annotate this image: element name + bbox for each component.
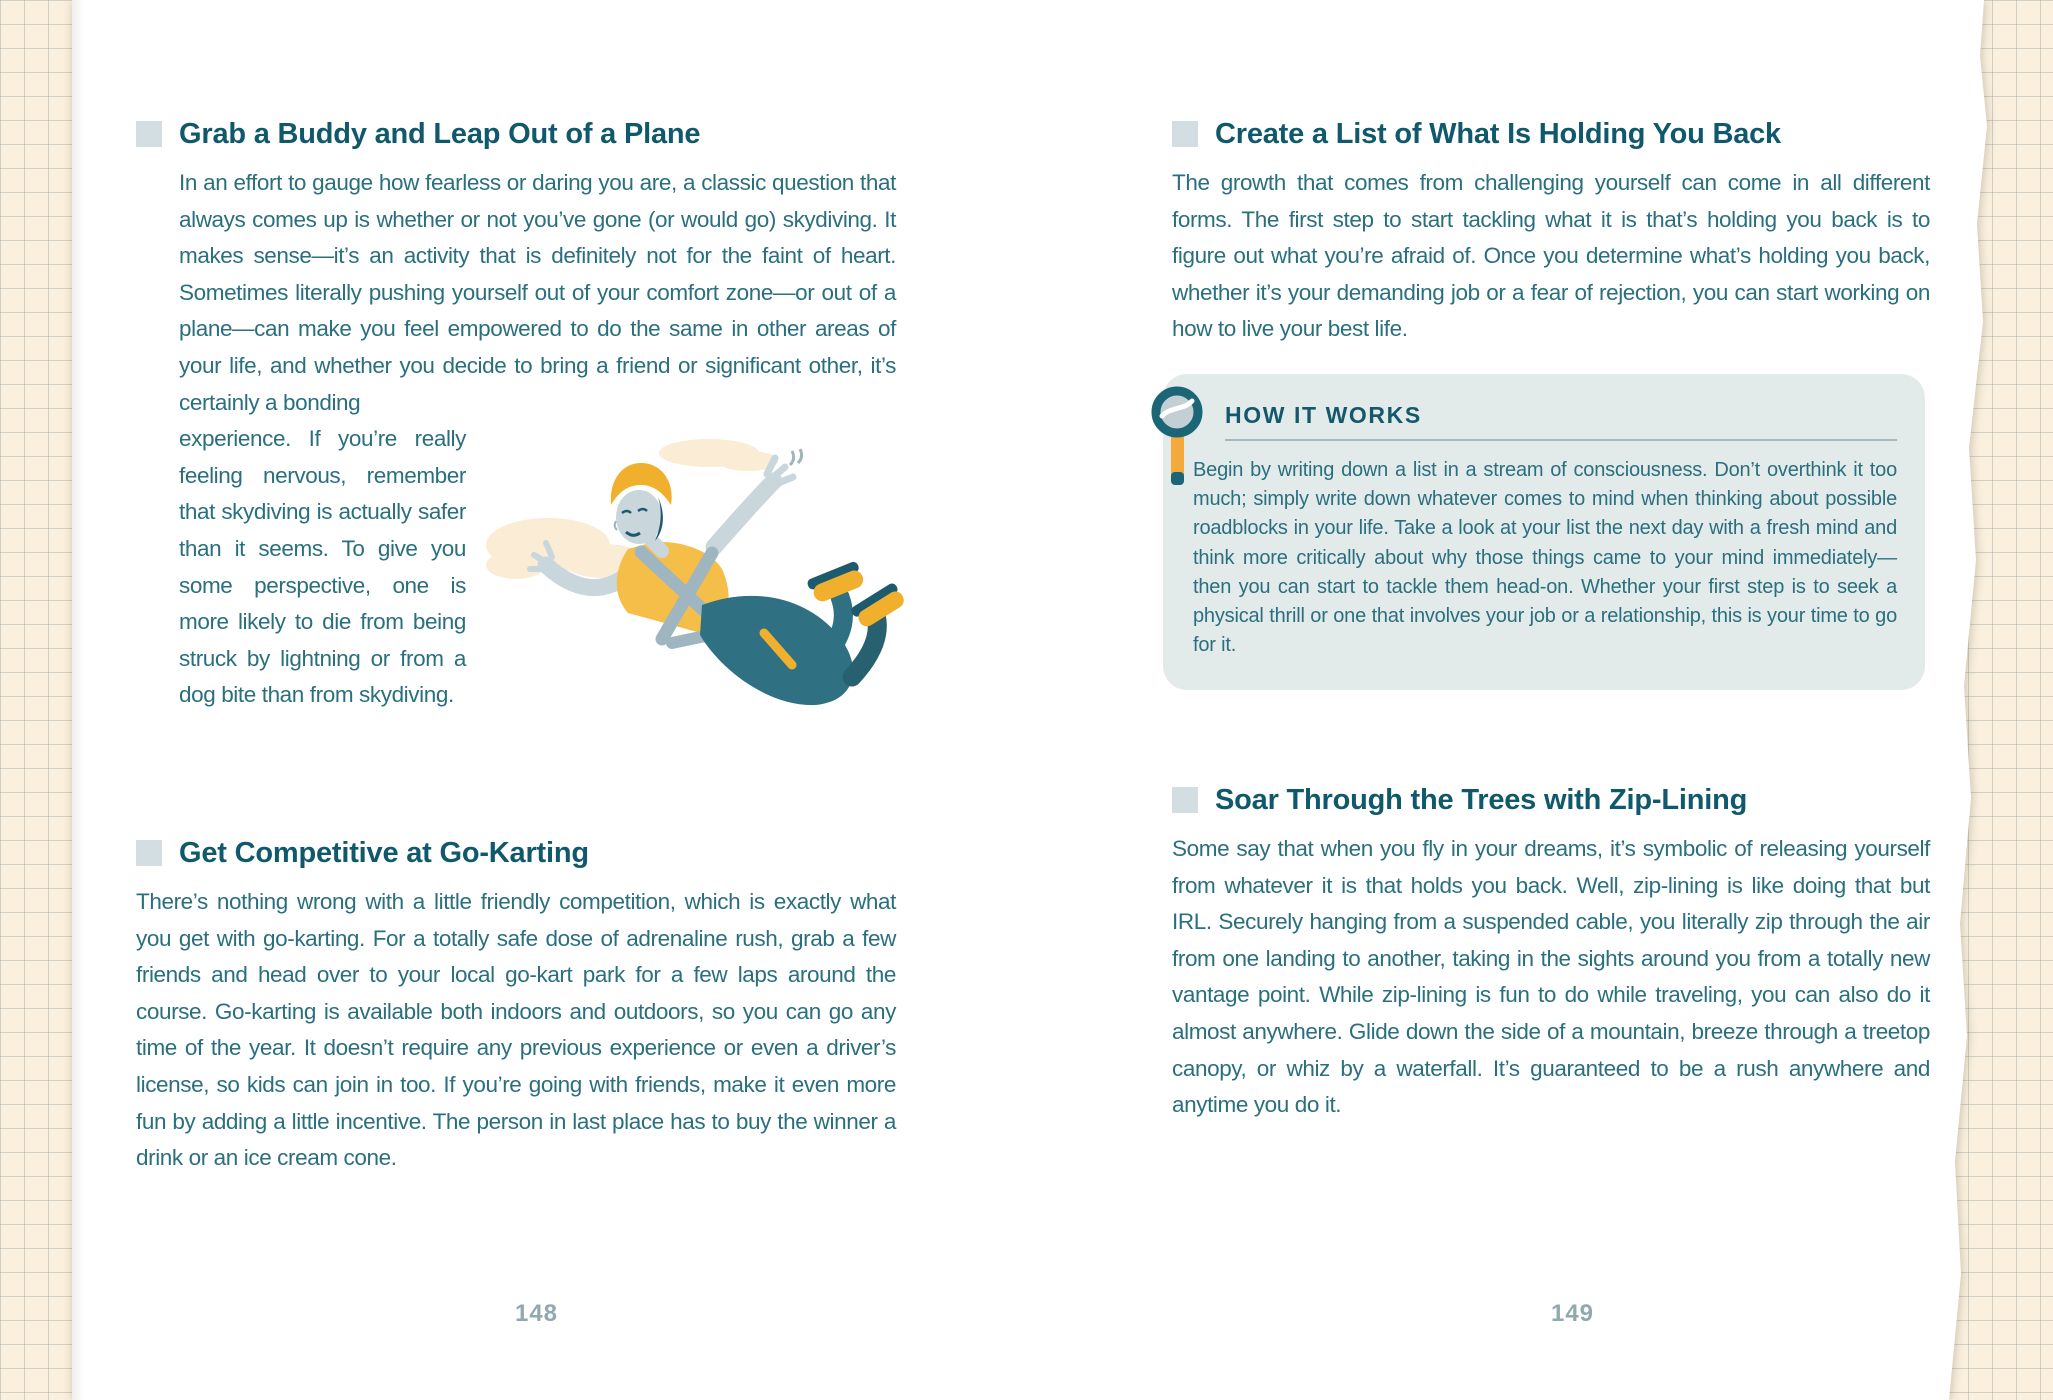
- how-it-works-callout: [1163, 374, 1925, 690]
- text-and-illustration-row: [179, 421, 896, 727]
- square-bullet-icon: [1172, 787, 1198, 813]
- section-title: Soar Through the Trees with Zip-Lining: [1215, 784, 1748, 816]
- page-number-left: 148: [514, 1300, 559, 1327]
- heading-row: [136, 835, 896, 871]
- paragraph-wrapped: experience. If you’re really feeling nervous, remember that skydiving is actually safer than it seems. To give you some perspective, one is more likely to die from being struck by lightning or from a dog bite than from skydiving.: [179, 426, 466, 708]
- section-title: Grab a Buddy and Leap Out of a Plane: [179, 118, 701, 150]
- heading-row: [1172, 116, 1930, 152]
- paragraph: The growth that comes from challenging yourself can come in all different forms. The first step to start tackling what it is that’s holding you back is to figure out what you’re afraid of. Once you determine what’s holding you back, whether it’s your demanding job or a fear of rejection, you can start working on how to live your best life.: [1172, 170, 1930, 342]
- paragraph: In an effort to gauge how fearless or daring you are, a classic question that always comes up is whether or not you’ve gone (or would go) skydiving. It makes sense—it’s an activity that is definitely not for the faint of heart. Sometimes literally pushing yourself out of your comfort zone—or out of a plane—can make you feel empowered to do the same in other areas of your life, and whether you decide to bring a friend or significant other, it’s certainly a bonding: [179, 170, 896, 415]
- skydiver-falling-icon: [476, 437, 906, 727]
- page-number-right: 149: [1550, 1300, 1595, 1327]
- square-bullet-icon: [1172, 121, 1198, 147]
- heading-row: [136, 116, 896, 152]
- section-skydiving: [136, 116, 896, 727]
- heading-row: [1172, 782, 1930, 818]
- square-bullet-icon: [136, 840, 162, 866]
- callout-title: HOW IT WORKS: [1225, 401, 1422, 428]
- magnifier-icon: [1151, 386, 1203, 499]
- callout-paragraph: Begin by writing down a list in a stream of consciousness. Don’t overthink it too much; simply write down whatever comes to mind when thinking about possible roadblocks in your life. Take a look at your list the next day with a fresh mind and think more critically about why those things came to your mind immediately—then you can start to tackle them head-on. Whether your first step is to seek a physical thrill or one that involves your job or a relationship, this is your time to go for it.: [1193, 458, 1897, 657]
- paragraph: There’s nothing wrong with a little friendly competition, which is exactly what you get with go-karting. For a totally safe dose of adrenaline rush, grab a few friends and head over to your local go-kart park for a few laps around the course. Go-karting is available both indoors and outdoors, so you can go any time of the year. It doesn’t require any previous experience or even a driver’s license, so kids can join in too. If you’re going with friends, make it even more fun by adding a little incentive. The person in last place has to buy the winner a drink or an ice cream cone.: [136, 889, 896, 1171]
- page-left-edge-shade: [72, 0, 84, 1400]
- paragraph: Some say that when you fly in your dreams, it’s symbolic of releasing yourself from whatever it is that holds you back. Well, zip-lining is like doing that but IRL. Securely hanging from a suspended cable, you literally zip through the air from one landing to another, taking in the sights around you from a totally new vantage point. While zip-lining is fun to do while traveling, you can also do it almost anywhere. Glide down the side of a mountain, breeze through a treetop canopy, or whiz by a waterfall. It’s guaranteed to be a rush anywhere and anytime you do it.: [1172, 836, 1930, 1118]
- callout-divider: [1225, 439, 1897, 441]
- section-list-holding-back: [1172, 116, 1930, 690]
- section-go-karting: [136, 835, 896, 1177]
- section-title: Get Competitive at Go-Karting: [179, 837, 589, 869]
- section-zip-lining: [1172, 782, 1930, 1124]
- square-bullet-icon: [136, 121, 162, 147]
- skydiver-illustration: [476, 437, 906, 727]
- section-title: Create a List of What Is Holding You Back: [1215, 118, 1781, 150]
